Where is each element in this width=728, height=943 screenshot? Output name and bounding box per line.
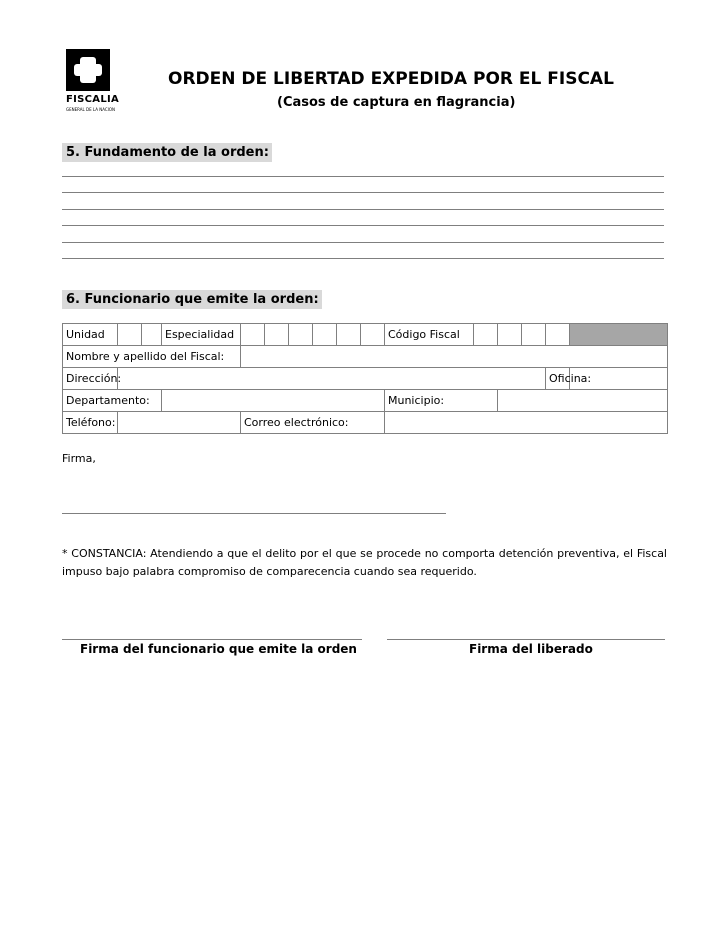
nombre-fiscal-field[interactable] bbox=[241, 346, 668, 368]
table-row bbox=[63, 390, 668, 412]
especialidad-box-2[interactable] bbox=[265, 324, 289, 346]
departamento-field[interactable] bbox=[162, 390, 385, 412]
logo-subtitle: GENERAL DE LA NACION bbox=[66, 107, 115, 112]
oficina-label: Oficina: bbox=[546, 368, 570, 390]
document-title: ORDEN DE LIBERTAD EXPEDIDA POR EL FISCAL bbox=[168, 69, 614, 89]
firma-label: Firma, bbox=[62, 452, 96, 465]
especialidad-box-1[interactable] bbox=[241, 324, 265, 346]
direccion-field[interactable] bbox=[118, 368, 546, 390]
especialidad-box-6[interactable] bbox=[361, 324, 385, 346]
municipio-label: Municipio: bbox=[385, 390, 498, 412]
codigo-fiscal-label: Código Fiscal bbox=[385, 324, 474, 346]
codigo-box-2[interactable] bbox=[498, 324, 522, 346]
section-6-heading bbox=[62, 292, 322, 307]
departamento-label: Departamento: bbox=[63, 390, 162, 412]
puzzle-piece-icon bbox=[66, 49, 110, 91]
telefono-field[interactable] bbox=[118, 412, 241, 434]
table-row bbox=[63, 412, 668, 434]
table-row bbox=[63, 368, 668, 390]
codigo-box-1[interactable] bbox=[474, 324, 498, 346]
especialidad-box-4[interactable] bbox=[313, 324, 337, 346]
shaded-cell bbox=[570, 324, 668, 346]
unidad-label: Unidad bbox=[63, 324, 118, 346]
section-5-label: 5. Fundamento de la orden: bbox=[62, 143, 272, 162]
section-6-label: 6. Funcionario que emite la orden: bbox=[62, 290, 322, 309]
municipio-field[interactable] bbox=[498, 390, 668, 412]
codigo-box-4[interactable] bbox=[546, 324, 570, 346]
especialidad-label: Especialidad bbox=[162, 324, 241, 346]
unidad-box-1[interactable] bbox=[118, 324, 142, 346]
section-5-heading bbox=[62, 145, 272, 160]
especialidad-box-3[interactable] bbox=[289, 324, 313, 346]
fundamento-line-5[interactable] bbox=[62, 242, 664, 243]
firma-liberado-line[interactable] bbox=[387, 639, 665, 640]
correo-label: Correo electrónico: bbox=[241, 412, 385, 434]
unidad-box-2[interactable] bbox=[142, 324, 162, 346]
fiscalia-logo bbox=[66, 49, 120, 115]
fundamento-line-6[interactable] bbox=[62, 258, 664, 259]
firma-funcionario-line[interactable] bbox=[62, 639, 362, 640]
telefono-label: Teléfono: bbox=[63, 412, 118, 434]
logo-name: FISCALIA bbox=[66, 94, 120, 105]
table-row bbox=[63, 324, 668, 346]
fundamento-line-4[interactable] bbox=[62, 225, 664, 226]
correo-field[interactable] bbox=[385, 412, 668, 434]
codigo-box-3[interactable] bbox=[522, 324, 546, 346]
especialidad-box-5[interactable] bbox=[337, 324, 361, 346]
table-row bbox=[63, 346, 668, 368]
document-subtitle: (Casos de captura en flagrancia) bbox=[277, 95, 516, 110]
direccion-label: Dirección: bbox=[63, 368, 118, 390]
nombre-fiscal-label: Nombre y apellido del Fiscal: bbox=[63, 346, 241, 368]
firma-line[interactable] bbox=[62, 513, 446, 514]
constancia-text: * CONSTANCIA: Atendiendo a que el delito por el que se procede no comporta detención preventiva, el Fiscal impuso bajo palabra compromiso de comparecencia cuando sea requerido. bbox=[62, 547, 667, 578]
firma-liberado-label: Firma del liberado bbox=[469, 642, 593, 656]
fundamento-line-3[interactable] bbox=[62, 209, 664, 210]
funcionario-table bbox=[62, 323, 668, 434]
firma-funcionario-label: Firma del funcionario que emite la orden bbox=[80, 642, 357, 656]
fundamento-line-2[interactable] bbox=[62, 192, 664, 193]
fundamento-line-1[interactable] bbox=[62, 176, 664, 177]
